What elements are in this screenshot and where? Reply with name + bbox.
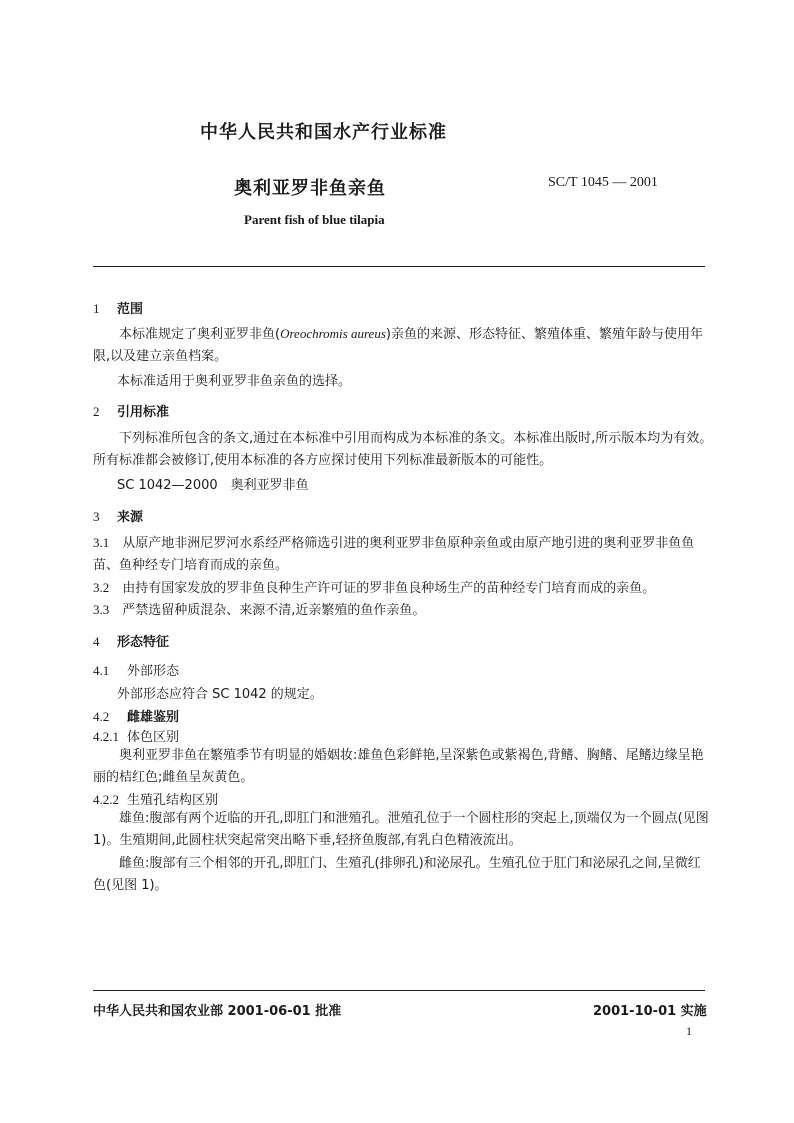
clause-number: 4.2.1: [93, 729, 119, 744]
clause-number: 4.2.2: [93, 792, 119, 807]
text-fragment: )亲鱼的来源、形态特征、繁殖体重、繁殖年龄与使用年限,以及建立亲鱼档案。: [93, 327, 703, 364]
section-3-heading: [93, 506, 143, 525]
clause-text: 由持有国家发放的罗非鱼良种生产许可证的罗非鱼良种场生产的苗种经专门培育而成的亲鱼。: [122, 581, 656, 596]
section-number: 3: [93, 509, 100, 524]
section-1-paragraph-1: [93, 323, 713, 368]
clause-4-2-heading: [93, 706, 179, 725]
section-2-heading: [93, 401, 169, 420]
scientific-name: Oreochromis aureus: [280, 326, 386, 341]
clause-number: 4.1: [93, 663, 110, 678]
section-title: 形态特征: [117, 635, 170, 650]
clause-3-1: [93, 532, 713, 577]
clause-4-1-heading: [93, 660, 179, 679]
section-title: 引用标准: [117, 405, 170, 420]
section-title: 来源: [117, 510, 144, 525]
issuing-body-heading: 中华人民共和国水产行业标准: [200, 122, 447, 143]
section-1-heading: [93, 298, 143, 317]
clause-number: 3.2: [93, 580, 110, 595]
document-title-en: Parent fish of blue tilapia: [244, 212, 385, 227]
clause-text: 从原产地非洲尼罗河水系经严格筛选引进的奥利亚罗非鱼原种亲鱼或由原产地引进的奥利亚罗非鱼鱼苗、鱼种经专门培育而成的亲鱼。: [93, 536, 695, 573]
section-1-paragraph-2: 本标准适用于奥利亚罗非鱼亲鱼的选择。: [117, 374, 352, 389]
clause-title: 生殖孔结构区别: [127, 793, 219, 808]
clause-4-1-text: 外部形态应符合 SC 1042 的规定。: [117, 687, 323, 702]
clause-4-2-1-heading: [93, 726, 179, 745]
clause-number: 3.3: [93, 602, 110, 617]
section-number: 1: [93, 301, 100, 316]
clause-title: 体色区别: [127, 730, 180, 745]
standard-code: SC/T 1045 — 2001: [548, 175, 658, 190]
clause-4-2-2-male: 雄鱼:腹部有两个近临的开孔,即肛门和泄殖孔。泄殖孔位于一个圆柱形的突起上,顶端仅为一个圆点(见图 1)。生殖期间,此圆柱状突起常突出略下垂,轻挤鱼腹部,有乳白色精液流出。: [93, 811, 709, 848]
clause-text: 严禁选留种质混杂、来源不清,近亲繁殖的鱼作亲鱼。: [122, 603, 426, 618]
section-number: 2: [93, 404, 100, 419]
document-title-cn: 奥利亚罗非鱼亲鱼: [234, 178, 386, 199]
page-number: 1: [686, 1024, 692, 1038]
section-4-heading: [93, 631, 169, 650]
clause-4-2-1-text: 奥利亚罗非鱼在繁殖季节有明显的婚姻妆:雄鱼色彩鲜艳,呈深紫色或紫褐色,背鳍、胸鳍、尾鳍边缘呈艳丽的桔红色;雌鱼呈灰黄色。: [93, 748, 704, 785]
clause-3-3: [93, 599, 713, 622]
clause-title: 雌雄鉴别: [127, 710, 180, 725]
approval-date: 中华人民共和国农业部 2001-06-01 批准: [93, 1004, 342, 1019]
section-2-paragraph-1: 下列标准所包含的条文,通过在本标准中引用而构成为本标准的条文。本标准出版时,所示版本均为有效。所有标准都会被修订,使用本标准的各方应探讨使用下列标准最新版本的可能性。: [93, 431, 713, 468]
text-fragment: 本标准规定了奥利亚罗非鱼(: [119, 327, 281, 342]
header-divider: [93, 266, 705, 267]
clause-4-2-2-heading: [93, 789, 218, 808]
clause-4-2-2-female: 雌鱼:腹部有三个相邻的开孔,即肛门、生殖孔(排卵孔)和泌尿孔。生殖孔位于肛门和泌尿孔之间,呈微红色(见图 1)。: [93, 856, 701, 893]
implementation-date: 2001-10-01 实施: [593, 1004, 707, 1019]
footer-divider: [93, 990, 705, 991]
section-number: 4: [93, 634, 100, 649]
clause-title: 外部形态: [127, 664, 180, 679]
clause-number: 3.1: [93, 535, 110, 550]
clause-number: 4.2: [93, 709, 110, 724]
clause-3-2: [93, 577, 713, 600]
section-title: 范围: [117, 302, 144, 317]
normative-reference: SC 1042—2000 奥利亚罗非鱼: [117, 478, 309, 493]
